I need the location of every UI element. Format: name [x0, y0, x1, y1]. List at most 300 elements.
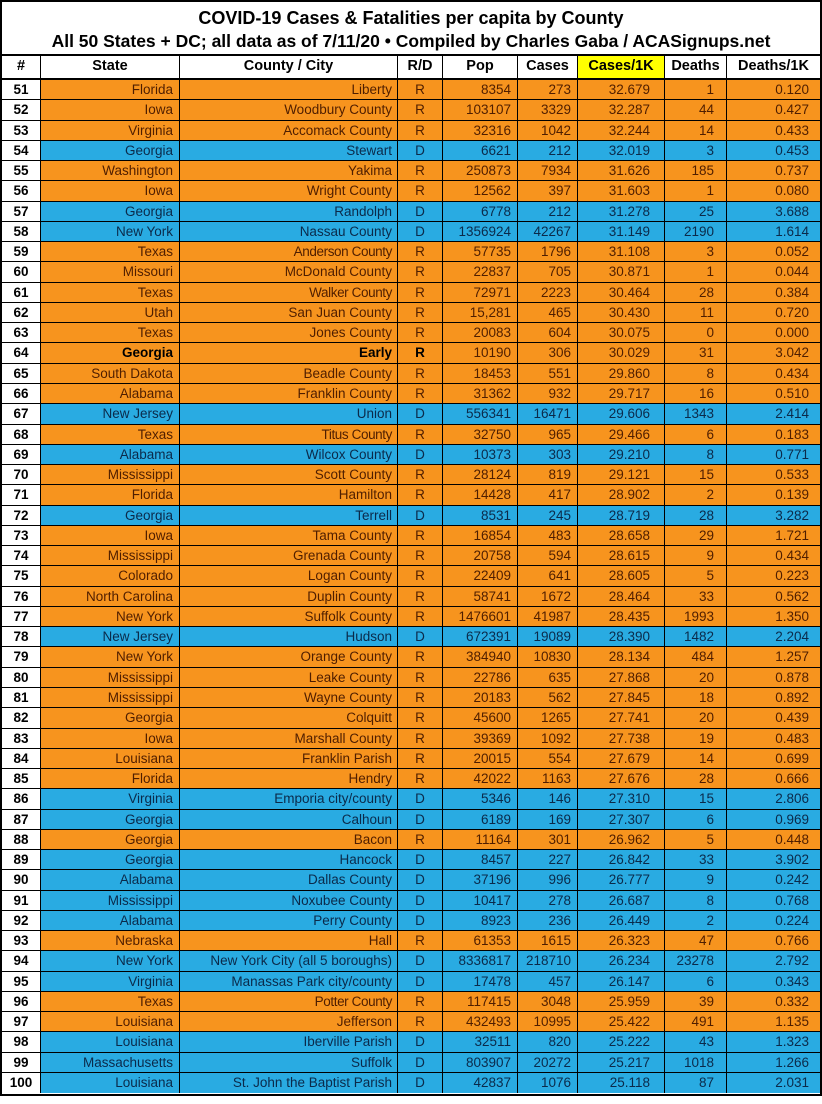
table-row [2, 566, 820, 586]
cell-deaths: 43 [665, 1032, 727, 1051]
cell-cases: 1042 [518, 121, 578, 140]
cell-state: Louisiana [41, 1012, 180, 1031]
cell-state: Texas [41, 323, 180, 342]
cell-county: Beadle County [180, 364, 398, 383]
cell-cases: 2223 [518, 283, 578, 302]
row-number: 85 [2, 769, 41, 788]
cell-party: D [398, 141, 443, 160]
cell-cases-per-1k: 26.962 [578, 830, 665, 849]
table-row [2, 749, 820, 769]
cell-deaths-per-1k: 1.721 [727, 526, 820, 545]
cell-deaths-per-1k: 0.139 [727, 485, 820, 504]
cell-deaths-per-1k: 0.242 [727, 870, 820, 889]
row-number: 69 [2, 445, 41, 464]
cell-party: D [398, 810, 443, 829]
cell-state: Alabama [41, 445, 180, 464]
cell-cases-per-1k: 26.323 [578, 931, 665, 950]
row-number: 86 [2, 789, 41, 808]
cell-state: Louisiana [41, 749, 180, 768]
cell-cases-per-1k: 30.871 [578, 262, 665, 281]
cell-party: R [398, 526, 443, 545]
cell-population: 32750 [443, 425, 518, 444]
cell-state: New York [41, 951, 180, 970]
table-row [2, 1032, 820, 1052]
cell-cases-per-1k: 25.217 [578, 1053, 665, 1072]
cell-state: Colorado [41, 566, 180, 585]
cell-county: Hamilton [180, 485, 398, 504]
row-number: 93 [2, 931, 41, 950]
table-row [2, 951, 820, 971]
cell-population: 22409 [443, 566, 518, 585]
cell-state: Georgia [41, 343, 180, 362]
cell-state: South Dakota [41, 364, 180, 383]
cell-population: 10417 [443, 891, 518, 910]
cell-party: D [398, 222, 443, 241]
cell-population: 672391 [443, 627, 518, 646]
cell-deaths: 6 [665, 810, 727, 829]
cell-cases-per-1k: 32.019 [578, 141, 665, 160]
cell-cases: 3048 [518, 992, 578, 1011]
cell-deaths-per-1k: 2.792 [727, 951, 820, 970]
cell-population: 10373 [443, 445, 518, 464]
table-row [2, 384, 820, 404]
row-number: 65 [2, 364, 41, 383]
cell-state: Louisiana [41, 1073, 180, 1093]
cell-cases-per-1k: 27.738 [578, 729, 665, 748]
table-row [2, 911, 820, 931]
cell-deaths: 33 [665, 850, 727, 869]
row-number: 87 [2, 810, 41, 829]
cell-state: New Jersey [41, 404, 180, 423]
cell-population: 6621 [443, 141, 518, 160]
cell-population: 803907 [443, 1053, 518, 1072]
cell-party: D [398, 870, 443, 889]
cell-population: 12562 [443, 181, 518, 200]
cell-cases: 397 [518, 181, 578, 200]
cell-cases-per-1k: 25.222 [578, 1032, 665, 1051]
cell-deaths-per-1k: 0.768 [727, 891, 820, 910]
cell-cases-per-1k: 30.430 [578, 303, 665, 322]
cell-party: R [398, 80, 443, 99]
cell-county: Jones County [180, 323, 398, 342]
cell-party: R [398, 587, 443, 606]
cell-cases-per-1k: 29.606 [578, 404, 665, 423]
cell-cases-per-1k: 28.615 [578, 546, 665, 565]
cell-cases: 10995 [518, 1012, 578, 1031]
cell-state: New Jersey [41, 627, 180, 646]
row-number: 96 [2, 992, 41, 1011]
column-header-d1k: Deaths/1K [727, 56, 820, 78]
table-row [2, 121, 820, 141]
cell-cases: 7934 [518, 161, 578, 180]
row-number: 74 [2, 546, 41, 565]
cell-cases-per-1k: 31.149 [578, 222, 665, 241]
cell-population: 58741 [443, 587, 518, 606]
cell-county: Iberville Parish [180, 1032, 398, 1051]
cell-deaths-per-1k: 0.434 [727, 364, 820, 383]
row-number: 54 [2, 141, 41, 160]
cell-deaths: 3 [665, 141, 727, 160]
table-row [2, 80, 820, 100]
cell-deaths: 2 [665, 911, 727, 930]
cell-cases: 551 [518, 364, 578, 383]
cell-cases: 457 [518, 972, 578, 991]
cell-deaths: 20 [665, 708, 727, 727]
row-number: 99 [2, 1053, 41, 1072]
cell-cases: 932 [518, 384, 578, 403]
cell-party: D [398, 911, 443, 930]
cell-deaths-per-1k: 0.433 [727, 121, 820, 140]
cell-deaths: 31 [665, 343, 727, 362]
row-number: 66 [2, 384, 41, 403]
cell-deaths: 15 [665, 465, 727, 484]
cell-county: Suffolk [180, 1053, 398, 1072]
cell-population: 20015 [443, 749, 518, 768]
column-header-county: County / City [180, 56, 398, 78]
cell-state: Georgia [41, 506, 180, 525]
cell-county: Dallas County [180, 870, 398, 889]
cell-deaths-per-1k: 3.902 [727, 850, 820, 869]
cell-population: 32316 [443, 121, 518, 140]
cell-population: 22837 [443, 262, 518, 281]
cell-cases: 965 [518, 425, 578, 444]
row-number: 98 [2, 1032, 41, 1051]
table-row [2, 181, 820, 201]
row-number: 77 [2, 607, 41, 626]
row-number: 100 [2, 1073, 41, 1093]
table-row [2, 1012, 820, 1032]
cell-deaths-per-1k: 0.892 [727, 688, 820, 707]
cell-population: 384940 [443, 647, 518, 666]
cell-party: R [398, 485, 443, 504]
cell-party: D [398, 972, 443, 991]
cell-cases-per-1k: 32.679 [578, 80, 665, 99]
row-number: 76 [2, 587, 41, 606]
cell-county: Liberty [180, 80, 398, 99]
cell-cases: 1163 [518, 769, 578, 788]
table-row [2, 202, 820, 222]
cell-deaths: 15 [665, 789, 727, 808]
table-row [2, 465, 820, 485]
column-header-rd: R/D [398, 56, 443, 78]
row-number: 84 [2, 749, 41, 768]
cell-county: Marshall County [180, 729, 398, 748]
cell-cases: 483 [518, 526, 578, 545]
cell-party: R [398, 384, 443, 403]
cell-cases: 562 [518, 688, 578, 707]
table-row [2, 627, 820, 647]
row-number: 88 [2, 830, 41, 849]
cell-cases: 218710 [518, 951, 578, 970]
row-number: 79 [2, 647, 41, 666]
cell-state: Alabama [41, 384, 180, 403]
table-row [2, 485, 820, 505]
cell-county: Wayne County [180, 688, 398, 707]
cell-deaths-per-1k: 0.533 [727, 465, 820, 484]
cell-deaths-per-1k: 0.439 [727, 708, 820, 727]
cell-state: Virginia [41, 789, 180, 808]
cell-cases-per-1k: 26.777 [578, 870, 665, 889]
cell-cases: 594 [518, 546, 578, 565]
cell-party: R [398, 262, 443, 281]
table-row [2, 850, 820, 870]
cell-county: Yakima [180, 161, 398, 180]
cell-population: 45600 [443, 708, 518, 727]
cell-cases-per-1k: 31.603 [578, 181, 665, 200]
cell-deaths: 3 [665, 242, 727, 261]
cell-deaths: 2190 [665, 222, 727, 241]
table-row [2, 546, 820, 566]
table-row [2, 931, 820, 951]
cell-deaths-per-1k: 0.343 [727, 972, 820, 991]
cell-county: Nassau County [180, 222, 398, 241]
cell-deaths: 185 [665, 161, 727, 180]
row-number: 97 [2, 1012, 41, 1031]
cell-cases: 1265 [518, 708, 578, 727]
cell-cases: 301 [518, 830, 578, 849]
cell-county: Union [180, 404, 398, 423]
cell-party: R [398, 323, 443, 342]
cell-party: D [398, 202, 443, 221]
cell-county: Titus County [180, 425, 398, 444]
cell-party: R [398, 283, 443, 302]
cell-population: 250873 [443, 161, 518, 180]
cell-deaths-per-1k: 0.183 [727, 425, 820, 444]
cell-population: 72971 [443, 283, 518, 302]
cell-county: Calhoun [180, 810, 398, 829]
cell-population: 117415 [443, 992, 518, 1011]
cell-population: 1356924 [443, 222, 518, 241]
table-row [2, 688, 820, 708]
cell-party: D [398, 1053, 443, 1072]
cell-cases: 3329 [518, 100, 578, 119]
cell-deaths-per-1k: 0.448 [727, 830, 820, 849]
cell-population: 6189 [443, 810, 518, 829]
cell-cases: 1796 [518, 242, 578, 261]
row-number: 60 [2, 262, 41, 281]
cell-deaths: 87 [665, 1073, 727, 1093]
cell-state: Texas [41, 242, 180, 261]
cell-deaths: 484 [665, 647, 727, 666]
cell-party: R [398, 668, 443, 687]
cell-cases: 273 [518, 80, 578, 99]
cell-deaths: 9 [665, 546, 727, 565]
cell-deaths-per-1k: 0.878 [727, 668, 820, 687]
cell-party: R [398, 181, 443, 200]
cell-cases: 146 [518, 789, 578, 808]
cell-county: Wilcox County [180, 445, 398, 464]
cell-cases-per-1k: 32.244 [578, 121, 665, 140]
table-row [2, 343, 820, 363]
row-number: 59 [2, 242, 41, 261]
table-row [2, 729, 820, 749]
cell-population: 20083 [443, 323, 518, 342]
cell-county: Suffolk County [180, 607, 398, 626]
table-row [2, 262, 820, 282]
cell-state: New York [41, 647, 180, 666]
cell-deaths-per-1k: 1.257 [727, 647, 820, 666]
column-header-cases: Cases [518, 56, 578, 78]
row-number: 52 [2, 100, 41, 119]
cell-deaths-per-1k: 0.332 [727, 992, 820, 1011]
cell-state: Iowa [41, 181, 180, 200]
cell-state: Nebraska [41, 931, 180, 950]
row-number: 92 [2, 911, 41, 930]
cell-party: D [398, 1073, 443, 1093]
cell-deaths-per-1k: 2.204 [727, 627, 820, 646]
cell-cases-per-1k: 25.118 [578, 1073, 665, 1093]
cell-party: R [398, 100, 443, 119]
cell-party: R [398, 161, 443, 180]
row-number: 61 [2, 283, 41, 302]
cell-deaths: 25 [665, 202, 727, 221]
row-number: 72 [2, 506, 41, 525]
column-header-n: # [2, 56, 41, 78]
cell-state: Mississippi [41, 546, 180, 565]
cell-cases-per-1k: 28.902 [578, 485, 665, 504]
cell-county: Early [180, 343, 398, 362]
cell-cases-per-1k: 26.842 [578, 850, 665, 869]
cell-cases: 19089 [518, 627, 578, 646]
cell-party: R [398, 607, 443, 626]
cell-state: Massachusetts [41, 1053, 180, 1072]
table-row [2, 830, 820, 850]
cell-cases-per-1k: 27.676 [578, 769, 665, 788]
cell-county: San Juan County [180, 303, 398, 322]
cell-deaths-per-1k: 0.766 [727, 931, 820, 950]
cell-state: New York [41, 607, 180, 626]
table-row [2, 668, 820, 688]
cell-population: 20758 [443, 546, 518, 565]
cell-state: Texas [41, 425, 180, 444]
cell-deaths: 28 [665, 769, 727, 788]
table-row [2, 870, 820, 890]
cell-county: Hall [180, 931, 398, 950]
cell-county: Perry County [180, 911, 398, 930]
cell-cases: 996 [518, 870, 578, 889]
row-number: 75 [2, 566, 41, 585]
cell-cases: 303 [518, 445, 578, 464]
cell-deaths-per-1k: 1.135 [727, 1012, 820, 1031]
cell-county: Logan County [180, 566, 398, 585]
cell-party: R [398, 830, 443, 849]
cell-deaths-per-1k: 0.000 [727, 323, 820, 342]
cell-population: 6778 [443, 202, 518, 221]
table-body [2, 80, 820, 1093]
cell-cases-per-1k: 30.464 [578, 283, 665, 302]
cell-deaths-per-1k: 0.737 [727, 161, 820, 180]
row-number: 63 [2, 323, 41, 342]
cell-population: 8457 [443, 850, 518, 869]
cell-population: 42837 [443, 1073, 518, 1093]
cell-population: 556341 [443, 404, 518, 423]
cell-deaths: 28 [665, 506, 727, 525]
cell-state: Mississippi [41, 465, 180, 484]
row-number: 80 [2, 668, 41, 687]
cell-cases-per-1k: 28.134 [578, 647, 665, 666]
cell-cases-per-1k: 25.959 [578, 992, 665, 1011]
table-row [2, 1073, 820, 1093]
cell-party: D [398, 627, 443, 646]
cell-state: Iowa [41, 526, 180, 545]
cell-cases-per-1k: 29.466 [578, 425, 665, 444]
cell-state: Texas [41, 992, 180, 1011]
cell-cases-per-1k: 28.464 [578, 587, 665, 606]
table-row [2, 161, 820, 181]
cell-cases-per-1k: 31.626 [578, 161, 665, 180]
cell-cases: 236 [518, 911, 578, 930]
cell-deaths: 6 [665, 972, 727, 991]
cell-population: 31362 [443, 384, 518, 403]
cell-county: New York City (all 5 boroughs) [180, 951, 398, 970]
cell-deaths: 9 [665, 870, 727, 889]
cell-party: D [398, 445, 443, 464]
cell-deaths: 33 [665, 587, 727, 606]
cell-deaths-per-1k: 0.483 [727, 729, 820, 748]
cell-cases: 212 [518, 141, 578, 160]
cell-deaths-per-1k: 0.562 [727, 587, 820, 606]
table-row [2, 222, 820, 242]
cell-deaths: 47 [665, 931, 727, 950]
cell-county: Walker County [180, 283, 398, 302]
cell-county: Franklin Parish [180, 749, 398, 768]
table-row [2, 992, 820, 1012]
cell-state: Iowa [41, 729, 180, 748]
row-number: 73 [2, 526, 41, 545]
column-header-state: State [41, 56, 180, 78]
cell-county: Emporia city/county [180, 789, 398, 808]
row-number: 95 [2, 972, 41, 991]
cell-state: Mississippi [41, 891, 180, 910]
cell-state: Florida [41, 485, 180, 504]
cell-party: R [398, 465, 443, 484]
cell-cases: 16471 [518, 404, 578, 423]
cell-county: Hendry [180, 769, 398, 788]
cell-county: Franklin County [180, 384, 398, 403]
cell-cases-per-1k: 26.687 [578, 891, 665, 910]
cell-deaths: 14 [665, 749, 727, 768]
cell-deaths-per-1k: 0.699 [727, 749, 820, 768]
cell-state: Florida [41, 769, 180, 788]
cell-state: Georgia [41, 850, 180, 869]
cell-county: Wright County [180, 181, 398, 200]
table-row [2, 323, 820, 343]
cell-cases-per-1k: 25.422 [578, 1012, 665, 1031]
cell-cases-per-1k: 29.717 [578, 384, 665, 403]
cell-cases-per-1k: 27.845 [578, 688, 665, 707]
cell-county: Leake County [180, 668, 398, 687]
cell-deaths: 1343 [665, 404, 727, 423]
cell-population: 32511 [443, 1032, 518, 1051]
table-row [2, 1053, 820, 1073]
cell-cases: 1615 [518, 931, 578, 950]
table-row [2, 526, 820, 546]
cell-party: R [398, 364, 443, 383]
cell-state: New York [41, 222, 180, 241]
cell-cases: 169 [518, 810, 578, 829]
cell-cases-per-1k: 29.860 [578, 364, 665, 383]
cell-party: R [398, 992, 443, 1011]
cell-deaths: 16 [665, 384, 727, 403]
cell-cases: 819 [518, 465, 578, 484]
cell-county: Orange County [180, 647, 398, 666]
cell-state: Georgia [41, 810, 180, 829]
cell-state: Louisiana [41, 1032, 180, 1051]
page-subtitle: All 50 States + DC; all data as of 7/11/20 • Compiled by Charles Gaba / ACASignups.net [51, 31, 771, 51]
cell-cases-per-1k: 28.658 [578, 526, 665, 545]
cell-state: Georgia [41, 141, 180, 160]
cell-deaths: 2 [665, 485, 727, 504]
